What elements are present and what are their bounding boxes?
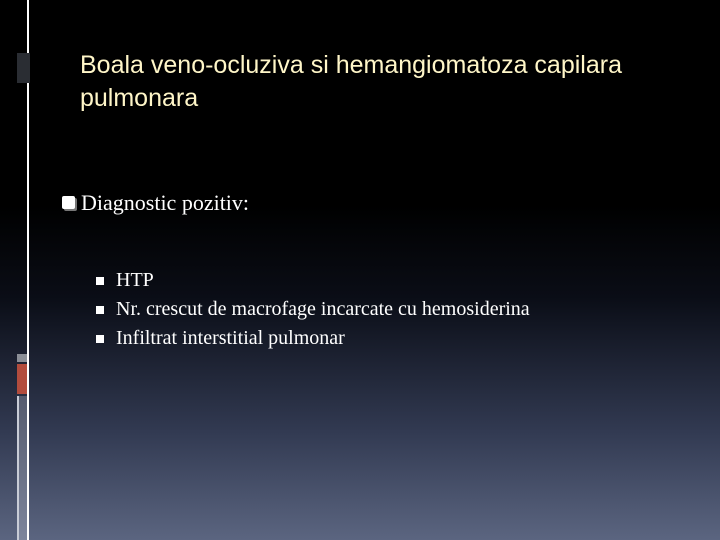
section-heading [62, 190, 249, 216]
bullet-list [96, 266, 530, 353]
decorative-line [17, 396, 19, 540]
square-bullet-icon [96, 306, 104, 314]
slide-title: Boala veno-ocluziva si hemangiomatoza capilara pulmonara [80, 51, 622, 112]
list-item-text: HTP [116, 269, 154, 291]
square-bullet-icon [96, 277, 104, 285]
list-item [96, 266, 530, 295]
square-bullet-icon [96, 335, 104, 343]
q-checkbox-bullet-icon [62, 196, 75, 209]
list-item [96, 324, 530, 353]
list-item-text: Infiltrat interstitial pulmonar [116, 327, 345, 349]
list-item-text: Nr. crescut de macrofage incarcate cu hemosiderina [116, 298, 530, 320]
decorative-bar-red [17, 364, 27, 394]
decorative-bar-gray [17, 354, 27, 362]
title-marker-block [17, 53, 30, 83]
section-heading-label: Diagnostic pozitiv: [81, 190, 250, 215]
list-item [96, 295, 530, 324]
